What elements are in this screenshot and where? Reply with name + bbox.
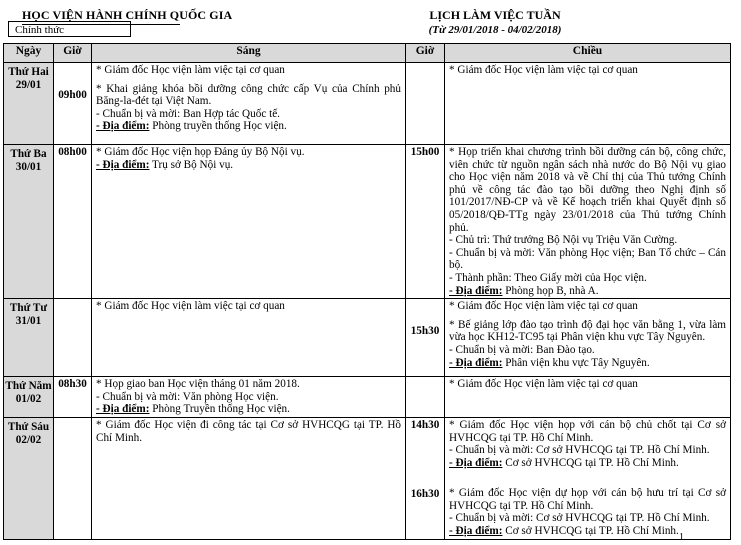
event-line: - Chuẩn bị và mời: Cơ sở HVHCQG tại TP. Hồ Chí Minh. [449,444,710,457]
time-label: 14h30 [410,418,440,431]
time-cell [406,145,445,299]
location-text: Phòng họp B, nhà A. [502,284,599,297]
event-line: * Giám đốc Học viện họp với cán bộ chủ chốt tại Cơ sở HVHCQG tại TP. Hồ Chí Minh. [449,418,726,444]
event-line: - Chuẩn bị và mời: Ban Hợp tác Quốc tế. [96,107,280,120]
day-name: Thứ Sáu [7,420,50,433]
location-label: - Địa điểm: [449,284,503,297]
event-line [449,457,726,470]
location-text: Cơ sở HVHCQG tại TP. Hồ Chí Minh. [502,456,679,469]
schedule-date-range: (Từ 29/01/2018 - 04/02/2018) [428,24,562,36]
time-cell [406,377,445,418]
table-row [4,417,731,539]
morning-cell [92,299,406,377]
location-label: - Địa điểm: [449,356,503,369]
event-line [96,403,401,416]
location-text: Phòng truyền thống Học viện. [149,120,287,133]
time-cell [54,417,92,539]
event-line: * Giám đốc Học viện làm việc tại cơ quan [449,300,638,313]
table-header-row [4,44,731,63]
page-number: 1 [679,532,684,543]
afternoon-cell [445,145,731,299]
time-cell [406,63,445,145]
day-cell [4,377,54,418]
day-name: Thứ Hai [8,66,49,78]
event-line: * Họp giao ban Học viện tháng 01 năm 2018. [96,378,300,391]
afternoon-cell [445,299,731,377]
time-cell [54,377,92,418]
event-line: * Họp triển khai chương trình bồi dưỡng cán bộ, công chức, viên chức từ nguồn ngân sách nhà nước do Bộ Nội vụ giao cho Học viện năm 2018 và về Chỉ thị của Thủ tướng Chính phủ về công tác đào tạo bồi dưỡng theo Nghị định số 101/2017/NĐ-CP và về Kế hoạch triển khai Quyết định số 05/2018/QĐ-TTg ngày 23/01/2018 của Thủ tướng Chính phủ. [449,146,726,234]
event-line: * Khai giảng khóa bồi dưỡng công chức cấp Vụ của Chính phủ Băng-la-đét tại Việt Nam. [96,82,401,108]
event-line: - Chuẩn bị và mời: Cơ sở HVHCQG tại TP. Hồ Chí Minh. [449,512,710,525]
col-morning-header: Sáng [92,44,406,63]
event-line [96,159,401,172]
day-date: 01/02 [15,392,42,405]
time-cell [54,145,92,299]
morning-cell [92,145,406,299]
table-row [4,377,731,418]
event-line [449,285,726,298]
location-text: Phân viện khu vực Tây Nguyên. [502,356,650,369]
col-time-pm-header: Giờ [406,44,445,63]
organization-name: HỌC VIỆN HÀNH CHÍNH QUỐC GIA [22,8,232,23]
location-label: - Địa điểm: [96,403,150,416]
location-label: - Địa điểm: [449,525,503,538]
event-line [449,357,726,370]
event-line: - Chuẩn bị và mời: Ban Đào tạo. [449,343,595,356]
event-line: * Giám đốc Học viện dự họp với cán bộ hưu trí tại Cơ sở HVHCQG tại TP. Hồ Chí Minh. [449,487,726,512]
event-line [96,120,401,133]
day-name: Thứ Tư [9,302,48,315]
location-label: - Địa điểm: [96,158,150,171]
time-cell [406,417,445,539]
time-label: 15h30 [410,325,440,338]
day-date: 31/01 [15,314,42,327]
event-line: * Giám đốc Học viện đi công tác tại Cơ sở HVHCQG tại TP. Hồ Chí Minh. [96,418,401,444]
time-label: 08h00 [58,146,87,158]
official-badge: Chính thức [8,21,131,37]
col-day-header: Ngày [4,44,54,63]
schedule-title-block [370,8,620,36]
day-date: 02/02 [15,433,42,446]
morning-cell [92,417,406,539]
time-cell [54,63,92,145]
day-name: Thứ Năm [5,380,52,393]
day-cell [4,417,54,539]
day-cell [4,299,54,377]
day-cell [4,145,54,299]
col-afternoon-header: Chiều [445,44,731,63]
weekly-schedule-table [3,43,731,540]
afternoon-cell [445,63,731,145]
afternoon-cell [445,377,731,418]
event-line: * Giám đốc Học viện làm việc tại cơ quan [449,378,638,391]
event-line: - Thành phần: Theo Giấy mời của Học viện. [449,271,647,284]
time-label: 08h30 [58,378,87,391]
afternoon-cell [445,417,731,539]
event-line: * Bế giảng lớp đào tạo trình độ đại học văn bằng 1, vừa làm vừa học KH12-TC95 tại Phân viện khu vực Tây Nguyên. [449,318,726,344]
event-line: - Chuẩn bị và mời: Văn phòng Học viện. [96,390,279,403]
event-line: * Giám đốc Học viện họp Đảng ủy Bộ Nội vụ. [96,146,305,158]
time-label: 15h00 [410,146,440,158]
event-line: * Giám đốc Học viện làm việc tại cơ quan [96,300,285,313]
time-label: 16h30 [410,487,440,500]
day-cell [4,63,54,145]
event-line [449,525,726,538]
event-line: * Giám đốc Học viện làm việc tại cơ quan [96,64,285,76]
table-row [4,299,731,377]
col-time-am-header: Giờ [54,44,92,63]
day-date: 30/01 [15,160,42,173]
location-text: Cơ sở HVHCQG tại TP. Hồ Chí Minh. [502,525,679,538]
time-cell [54,299,92,377]
schedule-title: LỊCH LÀM VIỆC TUẦN [429,8,561,22]
event-line: - Chủ trì: Thứ trưởng Bộ Nội vụ Triệu Văn Cường. [449,234,678,247]
location-label: - Địa điểm: [96,120,150,133]
location-text: Trụ sở Bộ Nội vụ. [149,158,234,171]
morning-cell [92,63,406,145]
location-text: Phòng Truyền thống Học viện. [149,403,290,416]
day-date: 29/01 [15,78,42,91]
location-label: - Địa điểm: [449,456,503,469]
event-line: * Giám đốc Học viện làm việc tại cơ quan [449,64,638,76]
table-row [4,63,731,145]
time-cell [406,299,445,377]
time-label: 09h00 [58,89,87,101]
day-name: Thứ Ba [10,148,47,160]
event-line: - Chuẩn bị và mời: Văn phòng Học viện; Ban Tổ chức – Cán bộ. [449,246,726,272]
morning-cell [92,377,406,418]
table-row [4,145,731,299]
